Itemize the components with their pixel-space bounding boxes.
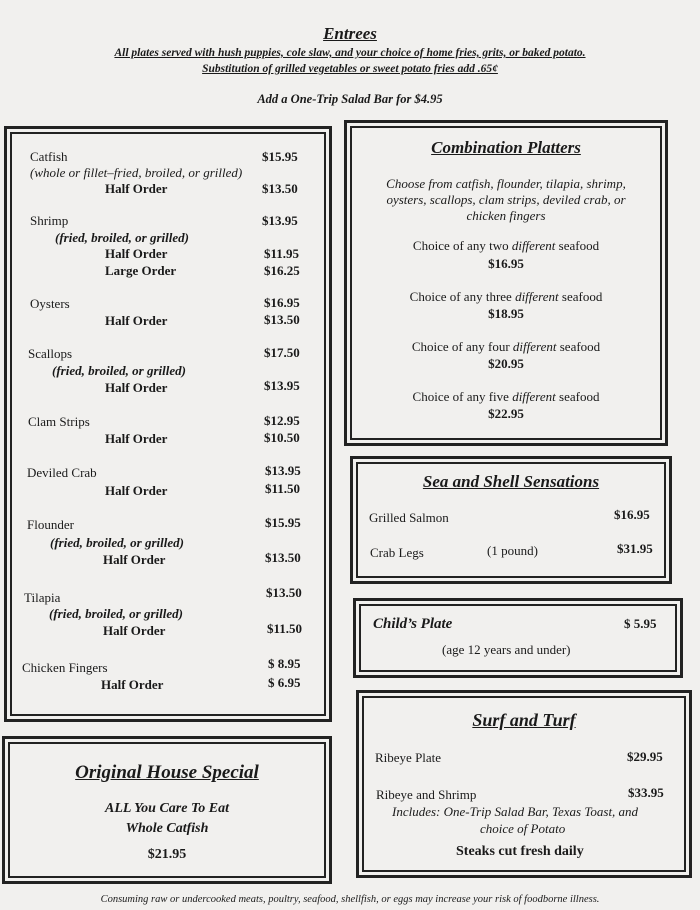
shrimp-half-price: $11.95	[264, 246, 300, 261]
ribeye-plate-name: Ribeye Plate	[375, 750, 442, 765]
shrimp-price: $13.95	[262, 213, 298, 228]
scallops-half-price: $13.95	[264, 378, 300, 393]
surf-turf-includes: Includes: One-Trip Salad Bar, Texas Toast, and	[392, 804, 639, 819]
scallops-name: Scallops	[28, 346, 73, 361]
chicken-fingers-half-label: Half Order	[101, 677, 164, 692]
catfish-half-price: $13.50	[262, 181, 298, 196]
combo-five: Choice of any five different seafood	[412, 389, 600, 404]
combo-two: Choice of any two different seafood	[412, 238, 600, 253]
ribeye-shrimp-name: Ribeye and Shrimp	[376, 787, 477, 802]
shrimp-large-price: $16.25	[264, 263, 300, 278]
tilapia-name: Tilapia	[24, 590, 61, 605]
salad-bar-note: Add a One-Trip Salad Bar for $4.95	[257, 92, 443, 106]
combo-desc-1: Choose from catfish, flounder, tilapia, shrimp,	[386, 176, 626, 191]
flounder-price: $15.95	[265, 515, 301, 530]
combo-desc-3: chicken fingers	[466, 208, 546, 223]
tilapia-half-price: $11.50	[267, 621, 303, 636]
tilapia-price: $13.50	[266, 585, 302, 600]
combo-five-price: $22.95	[488, 406, 524, 421]
deviled-crab-half-price: $11.50	[265, 481, 301, 496]
house-special-line-1: ALL You Care To Eat	[105, 801, 229, 816]
oysters-price: $16.95	[264, 295, 300, 310]
catfish-name: Catfish	[30, 149, 68, 164]
scallops-desc: (fried, broiled, or grilled)	[52, 363, 186, 378]
flounder-half-label: Half Order	[103, 552, 166, 567]
surf-turf-includes-2: choice of Potato	[480, 821, 566, 836]
crab-legs-name: Crab Legs	[370, 545, 424, 560]
sides-note: All plates served with hush puppies, cole slaw, and your choice of home fries, grits, or baked potato.	[114, 47, 586, 59]
clam-strips-name: Clam Strips	[28, 414, 90, 429]
combo-three: Choice of any three different seafood	[409, 289, 603, 304]
flounder-half-price: $13.50	[265, 550, 301, 565]
child-plate-box	[353, 598, 683, 678]
chicken-fingers-half-price: $ 6.95	[268, 675, 301, 690]
shrimp-desc: (fried, broiled, or grilled)	[55, 230, 189, 245]
catfish-price: $15.95	[262, 149, 298, 164]
scallops-half-label: Half Order	[105, 380, 168, 395]
child-plate-title: Child’s Plate	[373, 616, 453, 632]
flounder-desc: (fried, broiled, or grilled)	[50, 535, 184, 550]
catfish-desc: (whole or fillet–fried, broiled, or grilled)	[30, 165, 243, 180]
house-special-line-2: Whole Catfish	[125, 821, 209, 836]
page-title: Entrees	[323, 24, 377, 43]
house-special-title: Original House Special	[75, 762, 259, 783]
crab-legs-price: $31.95	[617, 541, 653, 556]
combo-two-price: $16.95	[488, 256, 524, 271]
steaks-note: Steaks cut fresh daily	[456, 844, 584, 859]
combo-four: Choice of any four different seafood	[411, 339, 601, 354]
clam-strips-price: $12.95	[264, 413, 300, 428]
chicken-fingers-price: $ 8.95	[268, 656, 301, 671]
surf-turf-title: Surf and Turf	[472, 710, 576, 730]
ribeye-plate-price: $29.95	[627, 749, 663, 764]
deviled-crab-half-label: Half Order	[105, 483, 168, 498]
flounder-name: Flounder	[27, 517, 74, 532]
sea-shell-title: Sea and Shell Sensations	[422, 472, 600, 491]
salmon-price: $16.95	[614, 507, 650, 522]
substitution-note: Substitution of grilled vegetables or sweet potato fries add .65¢	[202, 63, 498, 75]
scallops-price: $17.50	[264, 345, 300, 360]
shrimp-half-label: Half Order	[105, 246, 168, 261]
combo-title: Combination Platters	[431, 138, 581, 157]
deviled-crab-name: Deviled Crab	[27, 465, 97, 480]
foodborne-warning: Consuming raw or undercooked meats, poultry, seafood, shellfish, or eggs may increase your risk of foodborne illness.	[100, 894, 600, 905]
house-special-price: $21.95	[147, 847, 187, 862]
oysters-half-label: Half Order	[105, 313, 168, 328]
deviled-crab-price: $13.95	[265, 463, 301, 478]
child-plate-price: $ 5.95	[624, 616, 657, 631]
chicken-fingers-name: Chicken Fingers	[22, 660, 108, 675]
crab-legs-note: (1 pound)	[487, 543, 538, 558]
tilapia-desc: (fried, broiled, or grilled)	[49, 606, 183, 621]
shrimp-large-label: Large Order	[105, 263, 177, 278]
ribeye-shrimp-price: $33.95	[628, 785, 664, 800]
combo-four-price: $20.95	[488, 356, 524, 371]
clam-strips-half-label: Half Order	[105, 431, 168, 446]
shrimp-name: Shrimp	[30, 213, 69, 228]
clam-strips-half-price: $10.50	[264, 430, 300, 445]
combo-three-price: $18.95	[488, 306, 524, 321]
catfish-half-label: Half Order	[105, 181, 168, 196]
tilapia-half-label: Half Order	[103, 623, 166, 638]
salmon-name: Grilled Salmon	[369, 510, 449, 525]
child-plate-note: (age 12 years and under)	[442, 642, 571, 657]
oysters-name: Oysters	[30, 296, 70, 311]
combo-desc-2: oysters, scallops, clam strips, deviled crab, or	[386, 192, 626, 207]
oysters-half-price: $13.50	[264, 312, 300, 327]
